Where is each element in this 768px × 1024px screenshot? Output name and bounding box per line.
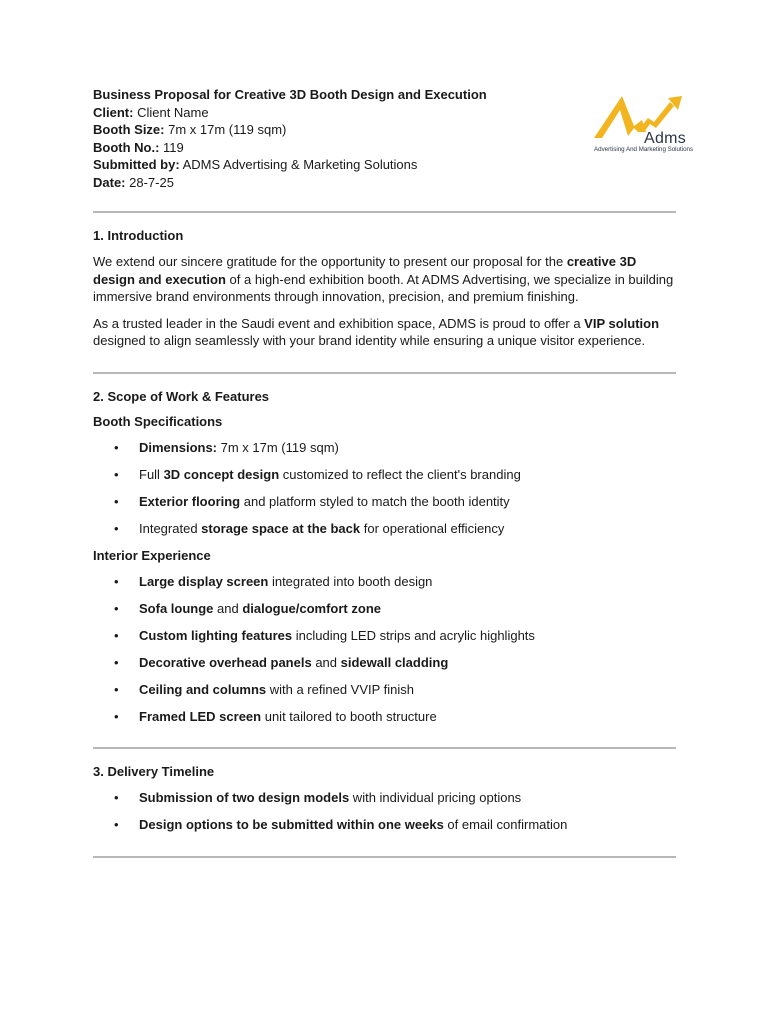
divider	[93, 856, 676, 858]
intro-heading: 1. Introduction	[93, 228, 184, 243]
bullet-icon: •	[114, 816, 119, 832]
document-title: Business Proposal for Creative 3D Booth Design and Execution	[93, 87, 487, 102]
bullet-icon: •	[114, 520, 119, 536]
bullet-icon: •	[114, 789, 119, 805]
interior-list	[93, 573, 676, 725]
timeline-heading: 3. Delivery Timeline	[93, 763, 215, 779]
list-item: • Custom lighting features including LED strips and acrylic highlights	[114, 627, 535, 643]
logo-wordmark: Adms	[644, 130, 687, 147]
list-item: • Full 3D concept design customized to reflect the client's branding	[114, 466, 521, 482]
list-item: • Ceiling and columns with a refined VVIP finish	[114, 681, 415, 697]
bullet-icon: •	[114, 681, 119, 697]
scope-heading: 2. Scope of Work & Features	[93, 388, 270, 404]
submitted-by-line: Submitted by: ADMS Advertising & Marketing Solutions	[93, 157, 418, 172]
bullet-icon: •	[114, 708, 119, 724]
interior-heading: Interior Experience	[93, 547, 211, 563]
list-item: • Large display screen integrated into booth design	[114, 573, 433, 589]
list-item: • Sofa lounge and dialogue/comfort zone	[114, 600, 381, 616]
intro-paragraph-2: As a trusted leader in the Saudi event and exhibition space, ADMS is proud to offer a VIP solution designed to align seamlessly with your brand identity while ensuring a unique visitor experience.	[93, 315, 660, 348]
timeline-list	[93, 789, 676, 833]
divider	[93, 372, 676, 374]
list-item: • Decorative overhead panels and sidewall cladding	[114, 654, 449, 670]
booth-size-line: Booth Size: 7m x 17m (119 sqm)	[93, 122, 287, 137]
bullet-icon: •	[114, 493, 119, 509]
bullet-icon: •	[114, 600, 119, 616]
document-body	[93, 86, 676, 858]
list-item: • Integrated storage space at the back for operational efficiency	[114, 520, 505, 536]
list-item: • Dimensions: 7m x 17m (119 sqm)	[114, 439, 339, 455]
bullet-icon: •	[114, 466, 119, 482]
bullet-icon: •	[114, 573, 119, 589]
booth-number-line: Booth No.: 119	[93, 139, 184, 155]
bullet-icon: •	[114, 654, 119, 670]
booth-spec-list	[93, 439, 676, 537]
bullet-icon: •	[114, 439, 119, 455]
booth-spec-heading: Booth Specifications	[93, 413, 223, 429]
header-block	[93, 86, 676, 191]
client-line: Client: Client Name	[93, 104, 209, 120]
list-item: • Design options to be submitted within one weeks of email confirmation	[114, 816, 568, 832]
divider	[93, 211, 676, 213]
divider	[93, 747, 676, 749]
list-item: • Submission of two design models with individual pricing options	[114, 789, 522, 805]
logo-tagline: Advertising And Marketing Solutions	[594, 146, 694, 153]
intro-paragraph-1: We extend our sincere gratitude for the opportunity to present our proposal for the creative 3D design and execution of a high-end exhibition booth. At ADMS Advertising, we specialize in building immersive brand environments through innovation, precision, and premium finishing.	[93, 254, 674, 304]
bullet-icon: •	[114, 627, 119, 643]
list-item: • Exterior flooring and platform styled to match the booth identity	[114, 493, 510, 509]
list-item: • Framed LED screen unit tailored to booth structure	[114, 708, 437, 724]
date-line: Date: 28-7-25	[93, 174, 174, 190]
